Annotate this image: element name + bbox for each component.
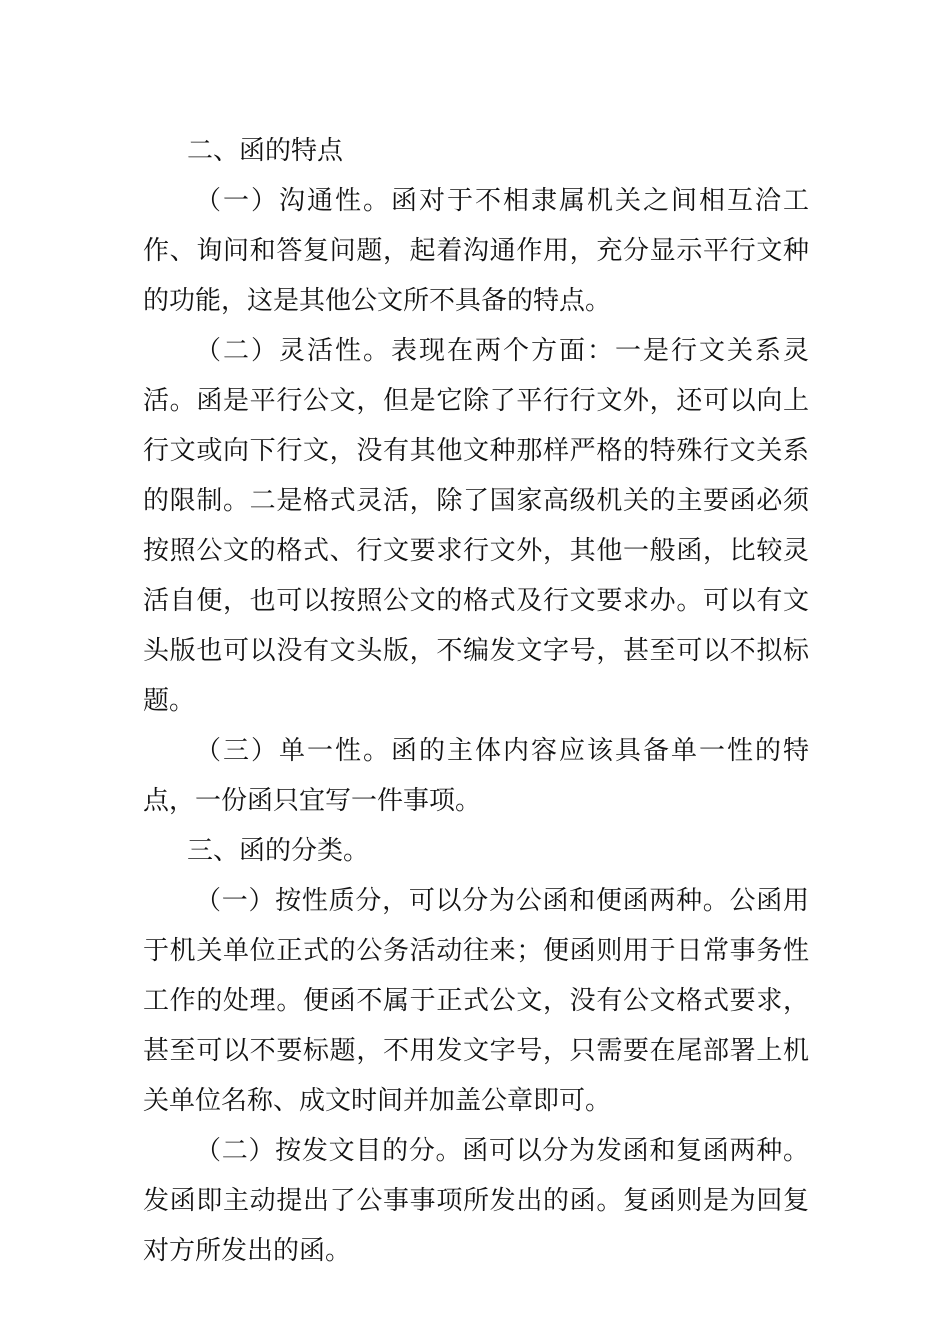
section-heading-classification: 三、函的分类。 [187, 836, 370, 866]
paragraph-by-nature: （一）按性质分，可以分为公函和便函两种。公函用于机关单位正式的公务活动往来；便函则用于日常事务性工作的处理。便函不属于正式公文，没有公文格式要求，甚至可以不要标题，不用发文字号，只需要在尾部署上机关单位名称、成文时间并加盖公章即可。 [143, 886, 809, 1116]
paragraph-by-purpose: （二）按发文目的分。函可以分为发函和复函两种。发函即主动提出了公事事项所发出的函。复函则是为回复对方所发出的函。 [143, 1136, 809, 1266]
section-heading-features: 二、函的特点 [187, 136, 344, 166]
document-body [143, 126, 809, 1276]
paragraph-singularity: （三）单一性。函的主体内容应该具备单一性的特点，一份函只宜写一件事项。 [143, 736, 809, 816]
paragraph-communication: （一）沟通性。函对于不相隶属机关之间相互洽工作、询问和答复问题，起着沟通作用，充分显示平行文种的功能，这是其他公文所不具备的特点。 [143, 186, 809, 316]
paragraph-flexibility: （二）灵活性。表现在两个方面：一是行文关系灵活。函是平行公文，但是它除了平行行文外，还可以向上行文或向下行文，没有其他文种那样严格的特殊行文关系的限制。二是格式灵活，除了国家高级机关的主要函必须按照公文的格式、行文要求行文外，其他一般函，比较灵活自便，也可以按照公文的格式及行文要求办。可以有文头版也可以没有文头版，不编发文字号，甚至可以不拟标题。 [143, 336, 809, 716]
